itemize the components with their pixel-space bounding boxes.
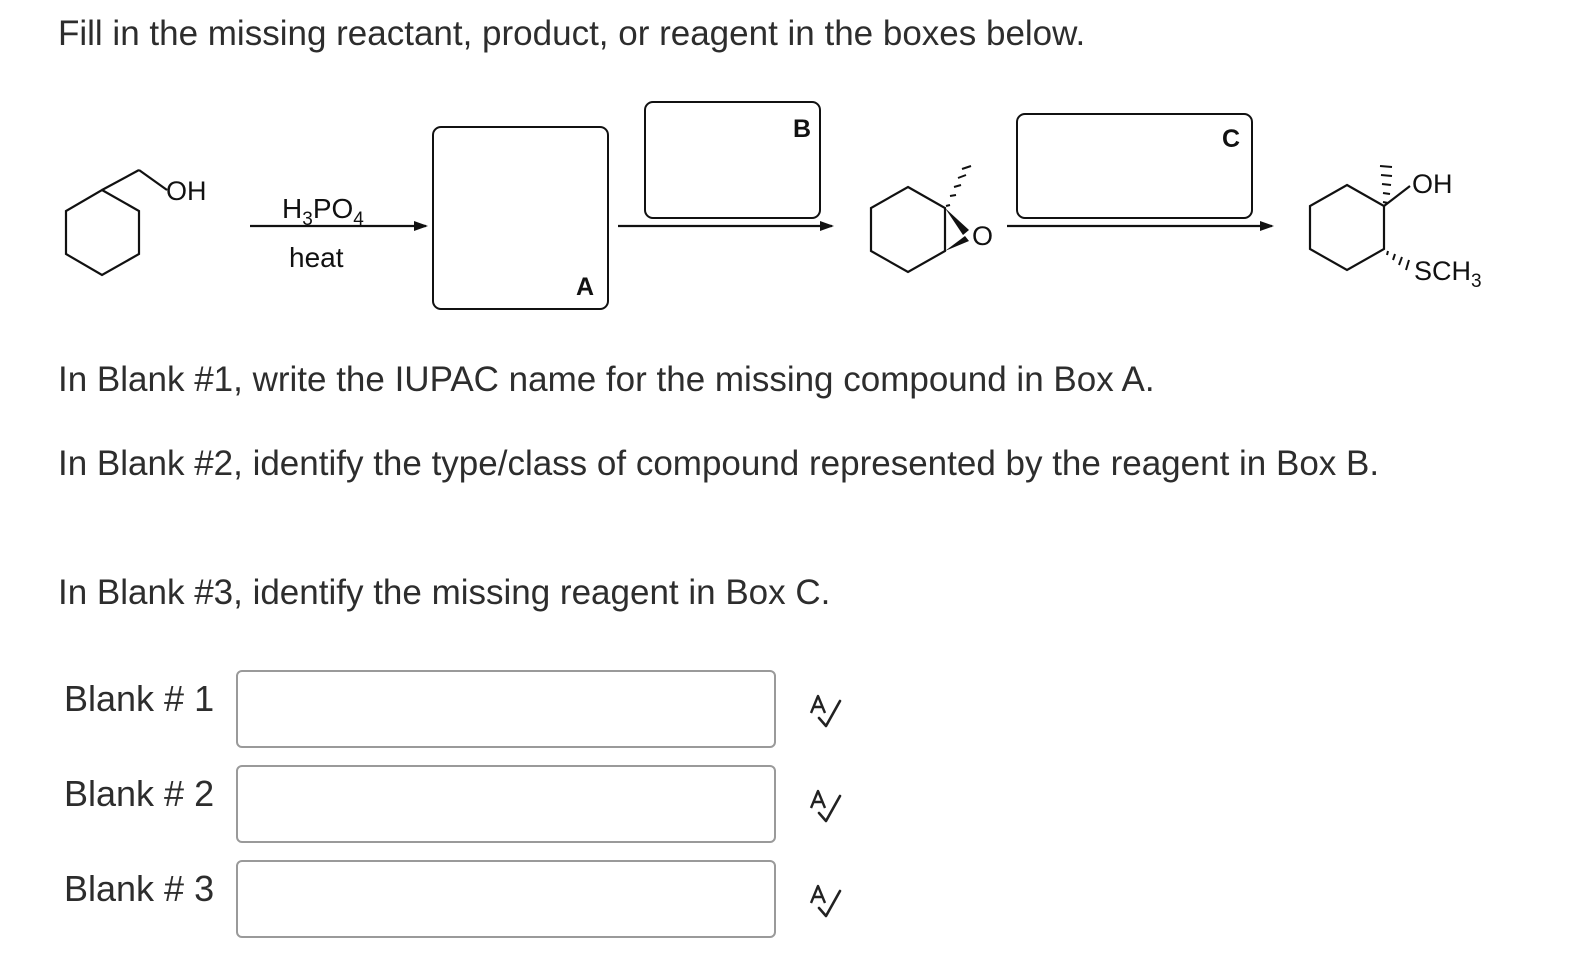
epoxide-structure <box>871 187 945 272</box>
product-sch3-label: $SCH_3$ <box>1414 256 1482 292</box>
box-c <box>1017 114 1252 218</box>
epoxide-wedge-bond-1 <box>945 208 969 235</box>
reaction-scheme <box>0 90 1576 330</box>
cyclohexylmethanol-structure <box>66 170 167 275</box>
instruction-2: In Blank #2, identify the type/class of compound represented by the reagent in Box B. <box>58 444 1380 483</box>
box-b-label: B <box>793 115 812 143</box>
product-oh-label: OH <box>1412 169 1453 199</box>
product-structure <box>1310 185 1410 270</box>
box-a-label: A <box>576 273 595 301</box>
reagent-heat: heat <box>289 242 344 273</box>
blank-1-label: Blank # 1 <box>64 678 215 719</box>
epoxide-wedge-bond-2 <box>945 236 969 251</box>
reactant-oh-label: OH <box>166 176 207 206</box>
spell-check-icon[interactable] <box>806 787 844 825</box>
blank-3-label: Blank # 3 <box>64 868 215 909</box>
blank-2-input[interactable] <box>236 765 776 843</box>
spell-check-icon[interactable] <box>806 692 844 730</box>
blank-2-label: Blank # 2 <box>64 773 215 814</box>
reaction-scheme-drawing <box>0 90 1576 330</box>
product-hashed-bond-oh <box>1380 166 1392 203</box>
question-prompt: Fill in the missing reactant, product, or reagent in the boxes below. <box>58 14 1086 53</box>
reagent-h3po4: $H_3PO_4$ <box>282 193 364 230</box>
spell-check-icon[interactable] <box>806 882 844 920</box>
epoxide-hashed-bond <box>946 166 971 206</box>
box-c-label: C <box>1222 125 1241 153</box>
instruction-1: In Blank #1, write the IUPAC name for the missing compound in Box A. <box>58 360 1155 399</box>
blank-1-input[interactable] <box>236 670 776 748</box>
instruction-3: In Blank #3, identify the missing reagent in Box C. <box>58 573 831 612</box>
blank-3-input[interactable] <box>236 860 776 938</box>
epoxide-o-label: O <box>972 221 994 251</box>
product-hashed-bond-sch3 <box>1387 251 1409 270</box>
